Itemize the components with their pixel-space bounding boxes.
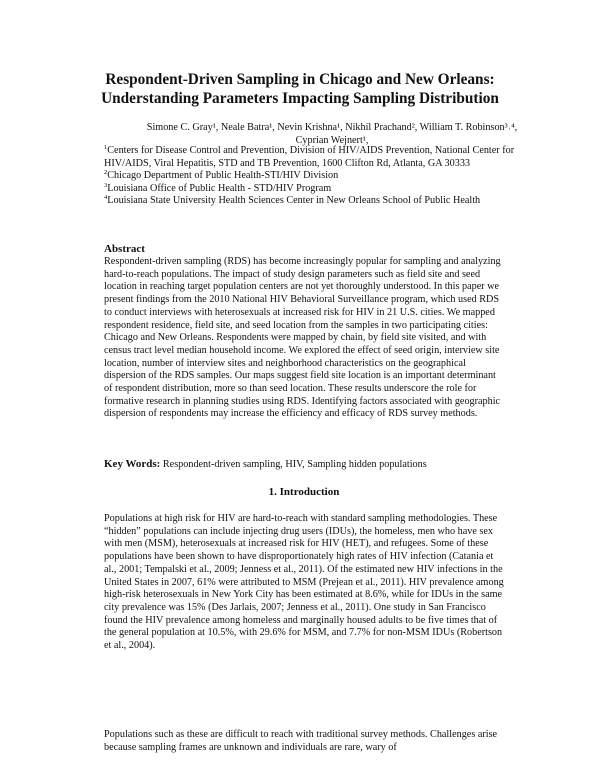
intro-paragraph-2: Populations such as these are difficult to reach with traditional survey methods. Challenges arise because sampling frames are unknown and individuals are rare, wary of <box>104 729 498 753</box>
authors-line-2: Cyprian Wejnert¹, <box>295 134 369 146</box>
keywords-label: Key Words: <box>104 458 161 470</box>
section-heading-introduction: 1. Introduction <box>268 486 340 498</box>
affiliation-marker: 4 <box>104 194 108 201</box>
author-list <box>126 122 538 147</box>
keywords <box>104 458 524 472</box>
abstract-text: Respondent-driven sampling (RDS) has become increasingly popular for sampling and analyzing hard-to-reach populations. The impact of study design parameters such as field site and seed location in reaching target population centers are not yet thoroughly understood. In this paper we present findings from the 2010 National HIV Behavioral Surveillance program, which used RDS to conduct interviews with heterosexuals at increased risk for HIV in 21 U.S. cities. We mapped respondent residence, field site, and seed location from the samples in two participating cities: Chicago and New Orleans. Respondents were mapped by chain, by field site visited, and with census tract level median household income. We explored the effect of seed origin, interview site location, number of interview sites and neighborhood characteristics on the geographical dispersion of the RDS samples. Our maps suggest field site location is an important determinant of respondent distribution, more so than seed location. These results underscore the role for formative research in planning studies using RDS. Identifying factors associated with geographic dispersion of respondents may increase the efficiency and efficacy of RDS survey methods. <box>104 256 501 420</box>
affiliation-marker: 3 <box>104 181 108 189</box>
affiliations <box>104 145 524 208</box>
affiliation-text: Louisiana Office of Public Health - STD/HIV Program <box>107 182 332 194</box>
affiliation-1 <box>104 145 524 170</box>
affiliation-3 <box>104 183 524 196</box>
affiliation-2 <box>104 170 524 183</box>
keywords-text: Respondent-driven sampling, HIV, Sampling hidden populations <box>160 459 427 470</box>
title-line-2: Understanding Parameters Impacting Sampling Distribution <box>101 90 499 107</box>
affiliation-marker: 1 <box>104 144 108 151</box>
affiliation-marker: 2 <box>104 169 108 176</box>
authors-line-1: Simone C. Gray¹, Neale Batra¹, Nevin Krishna¹, Nikhil Prachand², William T. Robinson³˒⁴, <box>146 122 518 133</box>
title-line-1: Respondent-Driven Sampling in Chicago and New Orleans: <box>105 71 495 88</box>
abstract-heading: Abstract <box>104 243 145 255</box>
affiliation-text: Louisiana State University Health Sciences Center in New Orleans School of Public Health <box>107 195 481 206</box>
affiliation-text: Centers for Disease Control and Prevention, Division of HIV/AIDS Prevention, National Center for HIV/AIDS, Viral Hepatitis, STD and TB Prevention, 1600 Clifton Rd, Atlanta, GA 30333 <box>104 145 515 169</box>
affiliation-4 <box>104 195 524 208</box>
affiliation-text: Chicago Department of Public Health-STI/HIV Division <box>107 170 339 181</box>
intro-paragraph-1: Populations at high risk for HIV are hard-to-reach with standard sampling methodologies. These “hidden” populations can include injecting drug users (IDUs), the homeless, men who have sex with men (MSM), heterosexuals at increased risk for HIV (HET), and refugees. Some of these populations have been shown to have disproportionately high rates of HIV infection (Catania et al., 2001; Tempalski et al., 2009; Jenness et al., 2011). Of the estimated new HIV infections in the United States in 2007, 61% were attributed to MSM (Prejean et al., 2011). HIV prevalence among high-risk heterosexuals in New York City has been estimated at 8.6%, while for IDUs in the same city prevalence was 15% (Des Jarlais, 2007; Jenness et al., 2011). One study in San Francisco found the HIV prevalence among homeless and marginally housed adults to be five times that of the general population at 10.5%, with 29.6% for MSM, and 7.7% for non-MSM IDUs (Robertson et al., 2004). <box>104 513 504 652</box>
paper-title <box>60 70 540 108</box>
